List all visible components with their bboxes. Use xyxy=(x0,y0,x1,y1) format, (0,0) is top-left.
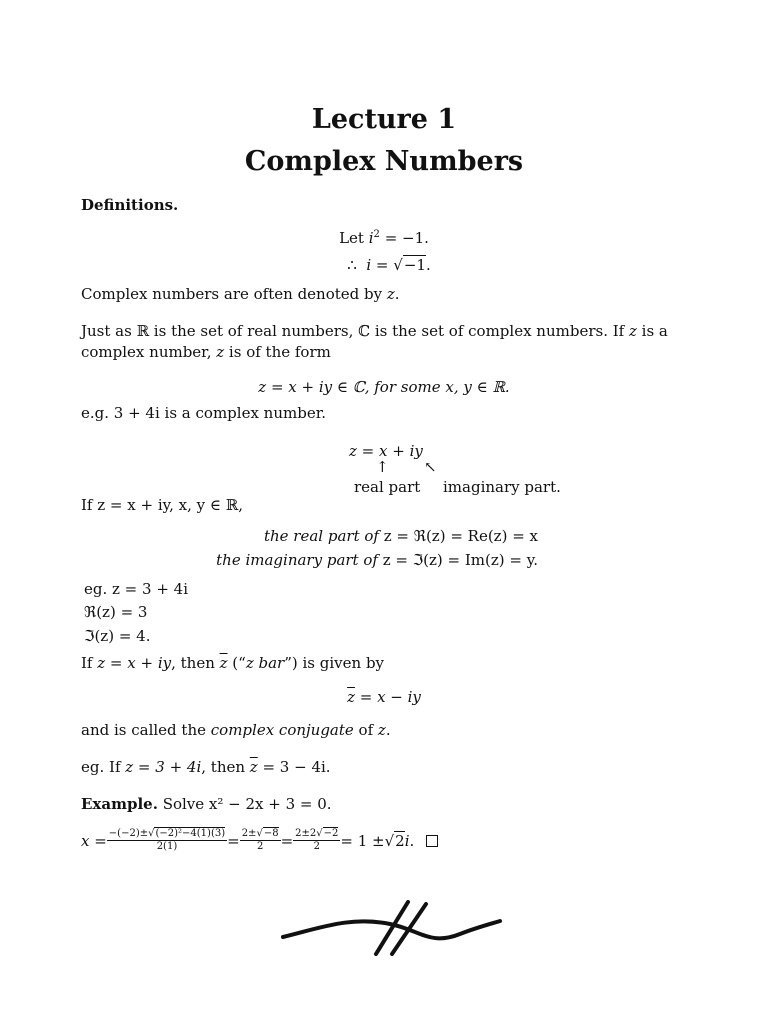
conjugate-example: eg. If z = 3 + 4i, then $\overline{z} = 3 - 4i$. xyxy=(81,758,331,776)
form-equation: z = x + iy ∈ ℂ, for some x, y ∈ ℝ. xyxy=(258,378,510,396)
up-arrow-icon: ↑ xyxy=(376,458,389,476)
fraction-3: $\frac{2\pm 2√-2}{2}$ xyxy=(295,828,339,852)
diagram-equation: z = x + iy xyxy=(349,442,423,460)
example-line: ℜ(z) = 3 xyxy=(84,603,148,621)
definitions-heading: Definitions. xyxy=(81,196,179,214)
lecture-subtitle: Complex Numbers xyxy=(244,146,524,177)
set-paragraph: Just as ℝ is the set of real numbers, ℂ is the set of complex numbers. If z is a complex number, z is of the form xyxy=(81,322,668,361)
fraction-1: $\frac{\text{−(−2)±√(−2)²−4(1)(3)}}{2(1)}$ xyxy=(108,828,226,852)
example-line: ℑ(z) = 4. xyxy=(84,627,151,645)
imaginary-part-label: imaginary part. xyxy=(443,478,561,496)
therefore-equation: ∴ i = √−1. xyxy=(347,256,431,274)
end-section-scribble-icon xyxy=(280,900,504,956)
diagonal-arrow-icon: ↖ xyxy=(424,458,437,476)
qed-box-icon xyxy=(426,835,438,847)
if-line: If z = x + iy, x, y ∈ ℝ, xyxy=(81,496,243,514)
example-problem: Example. Solve x² − 2x + 3 = 0. xyxy=(81,795,332,813)
fraction-2: $\frac{2\pm√-8}{2}$ xyxy=(241,828,279,852)
conjugate-equation: $\overline{z} = x$ − iy xyxy=(347,688,421,706)
example-complex-text: e.g. 3 + 4i is a complex number. xyxy=(81,404,326,422)
let-equation: Let $i^2 = -1$. xyxy=(339,229,429,247)
real-part-label: real part xyxy=(354,478,421,496)
example-line: eg. z = 3 + 4i xyxy=(84,580,189,598)
real-part-definition: the real part of z = ℜ(z) = Re(z) = x xyxy=(263,527,538,545)
quadratic-solution: x = $\frac{\text{−(−2)±√(−2)²−4(1)(3)}}{2(1)}$ = $\frac{2\pm√-8}{2}$ = $\frac{2\pm 2√-2}{2}$ = 1 ± √ 2 i . xyxy=(81,828,438,853)
imaginary-part-definition: the imaginary part of z = ℑ(z) = Im(z) = y. xyxy=(216,551,538,569)
denoted-text: Complex numbers are often denoted by z. xyxy=(81,285,400,303)
conjugate-intro: If z = x + iy, then $\overline{z}$ (“z bar”) is given by xyxy=(81,654,385,672)
conjugate-definition: and is called the complex conjugate of z. xyxy=(81,721,391,739)
lecture-title: Lecture 1 xyxy=(311,104,457,135)
